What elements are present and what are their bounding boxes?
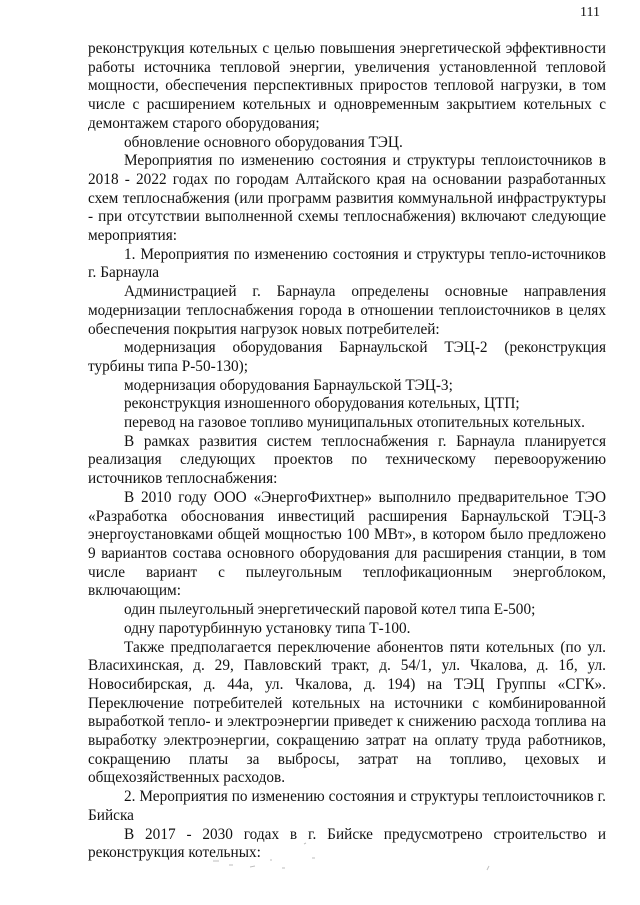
paragraph-biysk-2017-2030: В 2017 - 2030 годах в г. Бийске предусмотрено строительство и реконструкция котельных: [88,825,606,862]
list-item-boiler-e500: один пылеугольный энергетический паровой котел типа Е-500; [124,601,536,619]
paragraph-tec-equipment-update: обновление основного оборудования ТЭЦ. [124,133,403,151]
list-item-tec2-modernization: модернизация оборудования Барнаульской ТЭЦ-2 (реконструкция турбины типа Р-50-130); [88,339,606,375]
section-heading-biysk: 2. Мероприятия по изменению состояния и структуры теплоисточников г. Бийска [88,788,606,824]
paragraph-measures-intro: Мероприятия по изменению состояния и структуры теплоисточников в 2018 - 2022 годах по городам Алтайского края на основании разработанных схем теплоснабжения (или программ развития коммунальной инфраструктуры - при отсутствии выполненной схемы теплоснабжения) включают следующие мероприятия: [88,152,606,245]
list-item-turbine-t100: одну паротурбинную установку типа Т-100. [124,619,411,637]
paragraph-barnaul-projects: В рамках развития систем теплоснабжения г. Барнаула планируется реализация следующих проектов по техническому перевооружению источников теплоснабжения: [88,432,606,488]
section-heading-barnaul: 1. Мероприятия по изменению состояния и структуры тепло-источников г. Барнаула [88,245,606,282]
paragraph-switching-subscribers: Также предполагается переключение абонентов пяти котельных (по ул. Власихинская, д. 29, Павловский тракт, д. 54/1, ул. Чкалова, д. 1б, ул. Новосибирская, д. 44а, ул. Чкалова, д. 194) на ТЭЦ Группы «СГК». Переключение потребителей котельных на источники с комбинированной выработкой тепло- и электроэнергии приведет к снижению расхода топлива на выработку электроэнергии, сокращению затрат на оплату труда работников, сокращению платы за выбросы, затрат на топливо, цеховых и общехозяйственных расходов. [88,638,606,787]
document-body [88,40,606,863]
paragraph-energofichtner-2010: В 2010 году ООО «ЭнергоФихтнер» выполнило предварительное ТЭО «Разработка обоснования инвестиций расширения Барнаульской ТЭЦ-3 энергоустановками общей мощностью 100 МВт», в котором было предложено 9 вариантов состава основного оборудования для расширения станции, в том числе вариант с пылеугольным теплофикационным энергоблоком, включающим: [88,488,606,600]
paragraph-reconstruction-boilers: реконструкция котельных с целью повышения энергетической эффективности работы источника тепловой энергии, увеличения установленной тепловой мощности, обеспечения перспективных приростов тепловой нагрузки, в том числе с расширением котельных и одновременным закрытием котельных с демонтажем старого оборудования; [88,40,606,132]
list-item-gas-conversion: перевод на газовое топливо муниципальных отопительных котельных. [124,414,585,432]
paragraph-barnaul-administration: Администрацией г. Барнаула определены основные направления модернизации теплоснабжения города в отношении теплоисточников в целях обеспечения покрытия нагрузок новых потребителей: [88,283,606,338]
list-item-tec3-modernization: модернизация оборудования Барнаульской ТЭЦ-3; [124,376,453,394]
list-item-boiler-reconstruction: реконструкция изношенного оборудования котельных, ЦТП; [124,395,520,413]
page-number: 111 [580,5,600,20]
scan-artifacts [0,830,640,900]
